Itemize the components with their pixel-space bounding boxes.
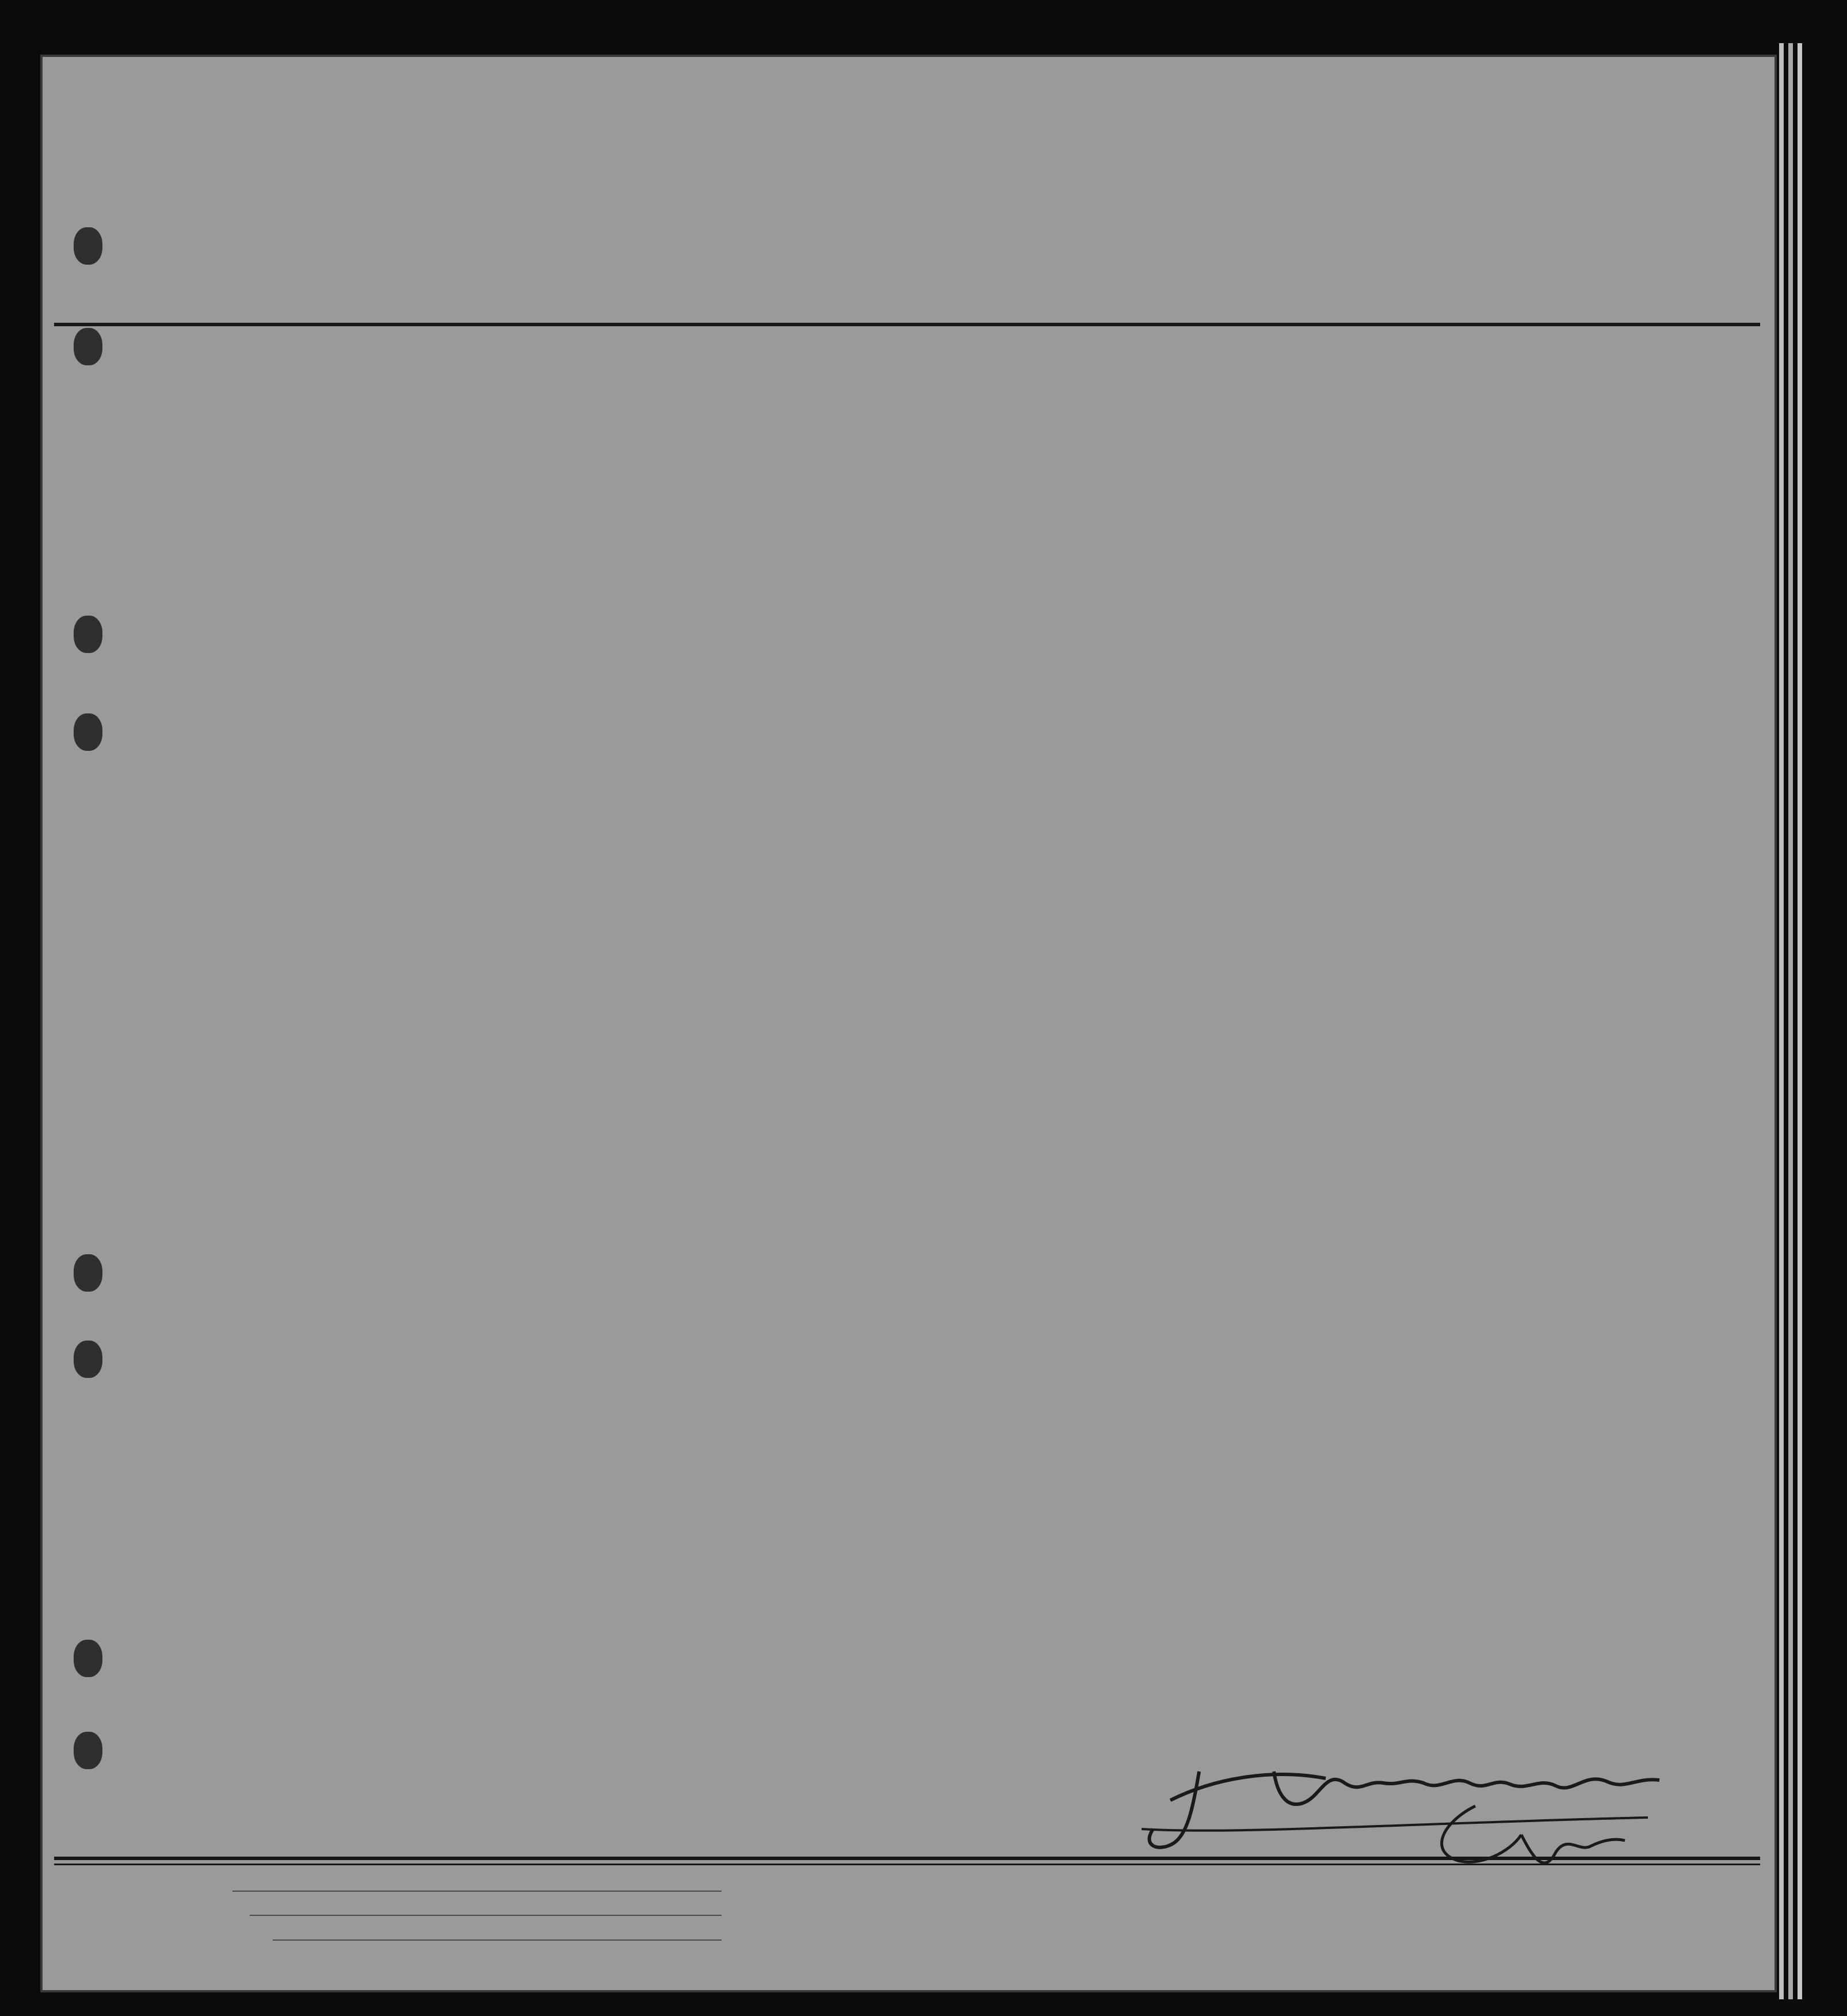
manifest-sheet (40, 55, 1777, 1992)
binding-hole (74, 1732, 102, 1769)
binding-hole (74, 328, 102, 365)
paper-edge (1798, 43, 1802, 1999)
footer-line-blank (232, 1891, 722, 1892)
paper-edge (1788, 43, 1793, 1999)
table-top-rule (54, 323, 1760, 326)
inspector-signature (1119, 1737, 1694, 1887)
binding-hole (74, 713, 102, 751)
footer-agents-blank (273, 1939, 722, 1941)
binding-hole (74, 227, 102, 265)
footer-owners-blank (250, 1915, 722, 1916)
binding-hole (74, 1341, 102, 1378)
binding-hole (74, 616, 102, 653)
paper-edge (1779, 43, 1784, 1999)
vessel-line (43, 287, 1775, 339)
binding-hole (74, 1640, 102, 1677)
binding-hole (74, 1254, 102, 1292)
